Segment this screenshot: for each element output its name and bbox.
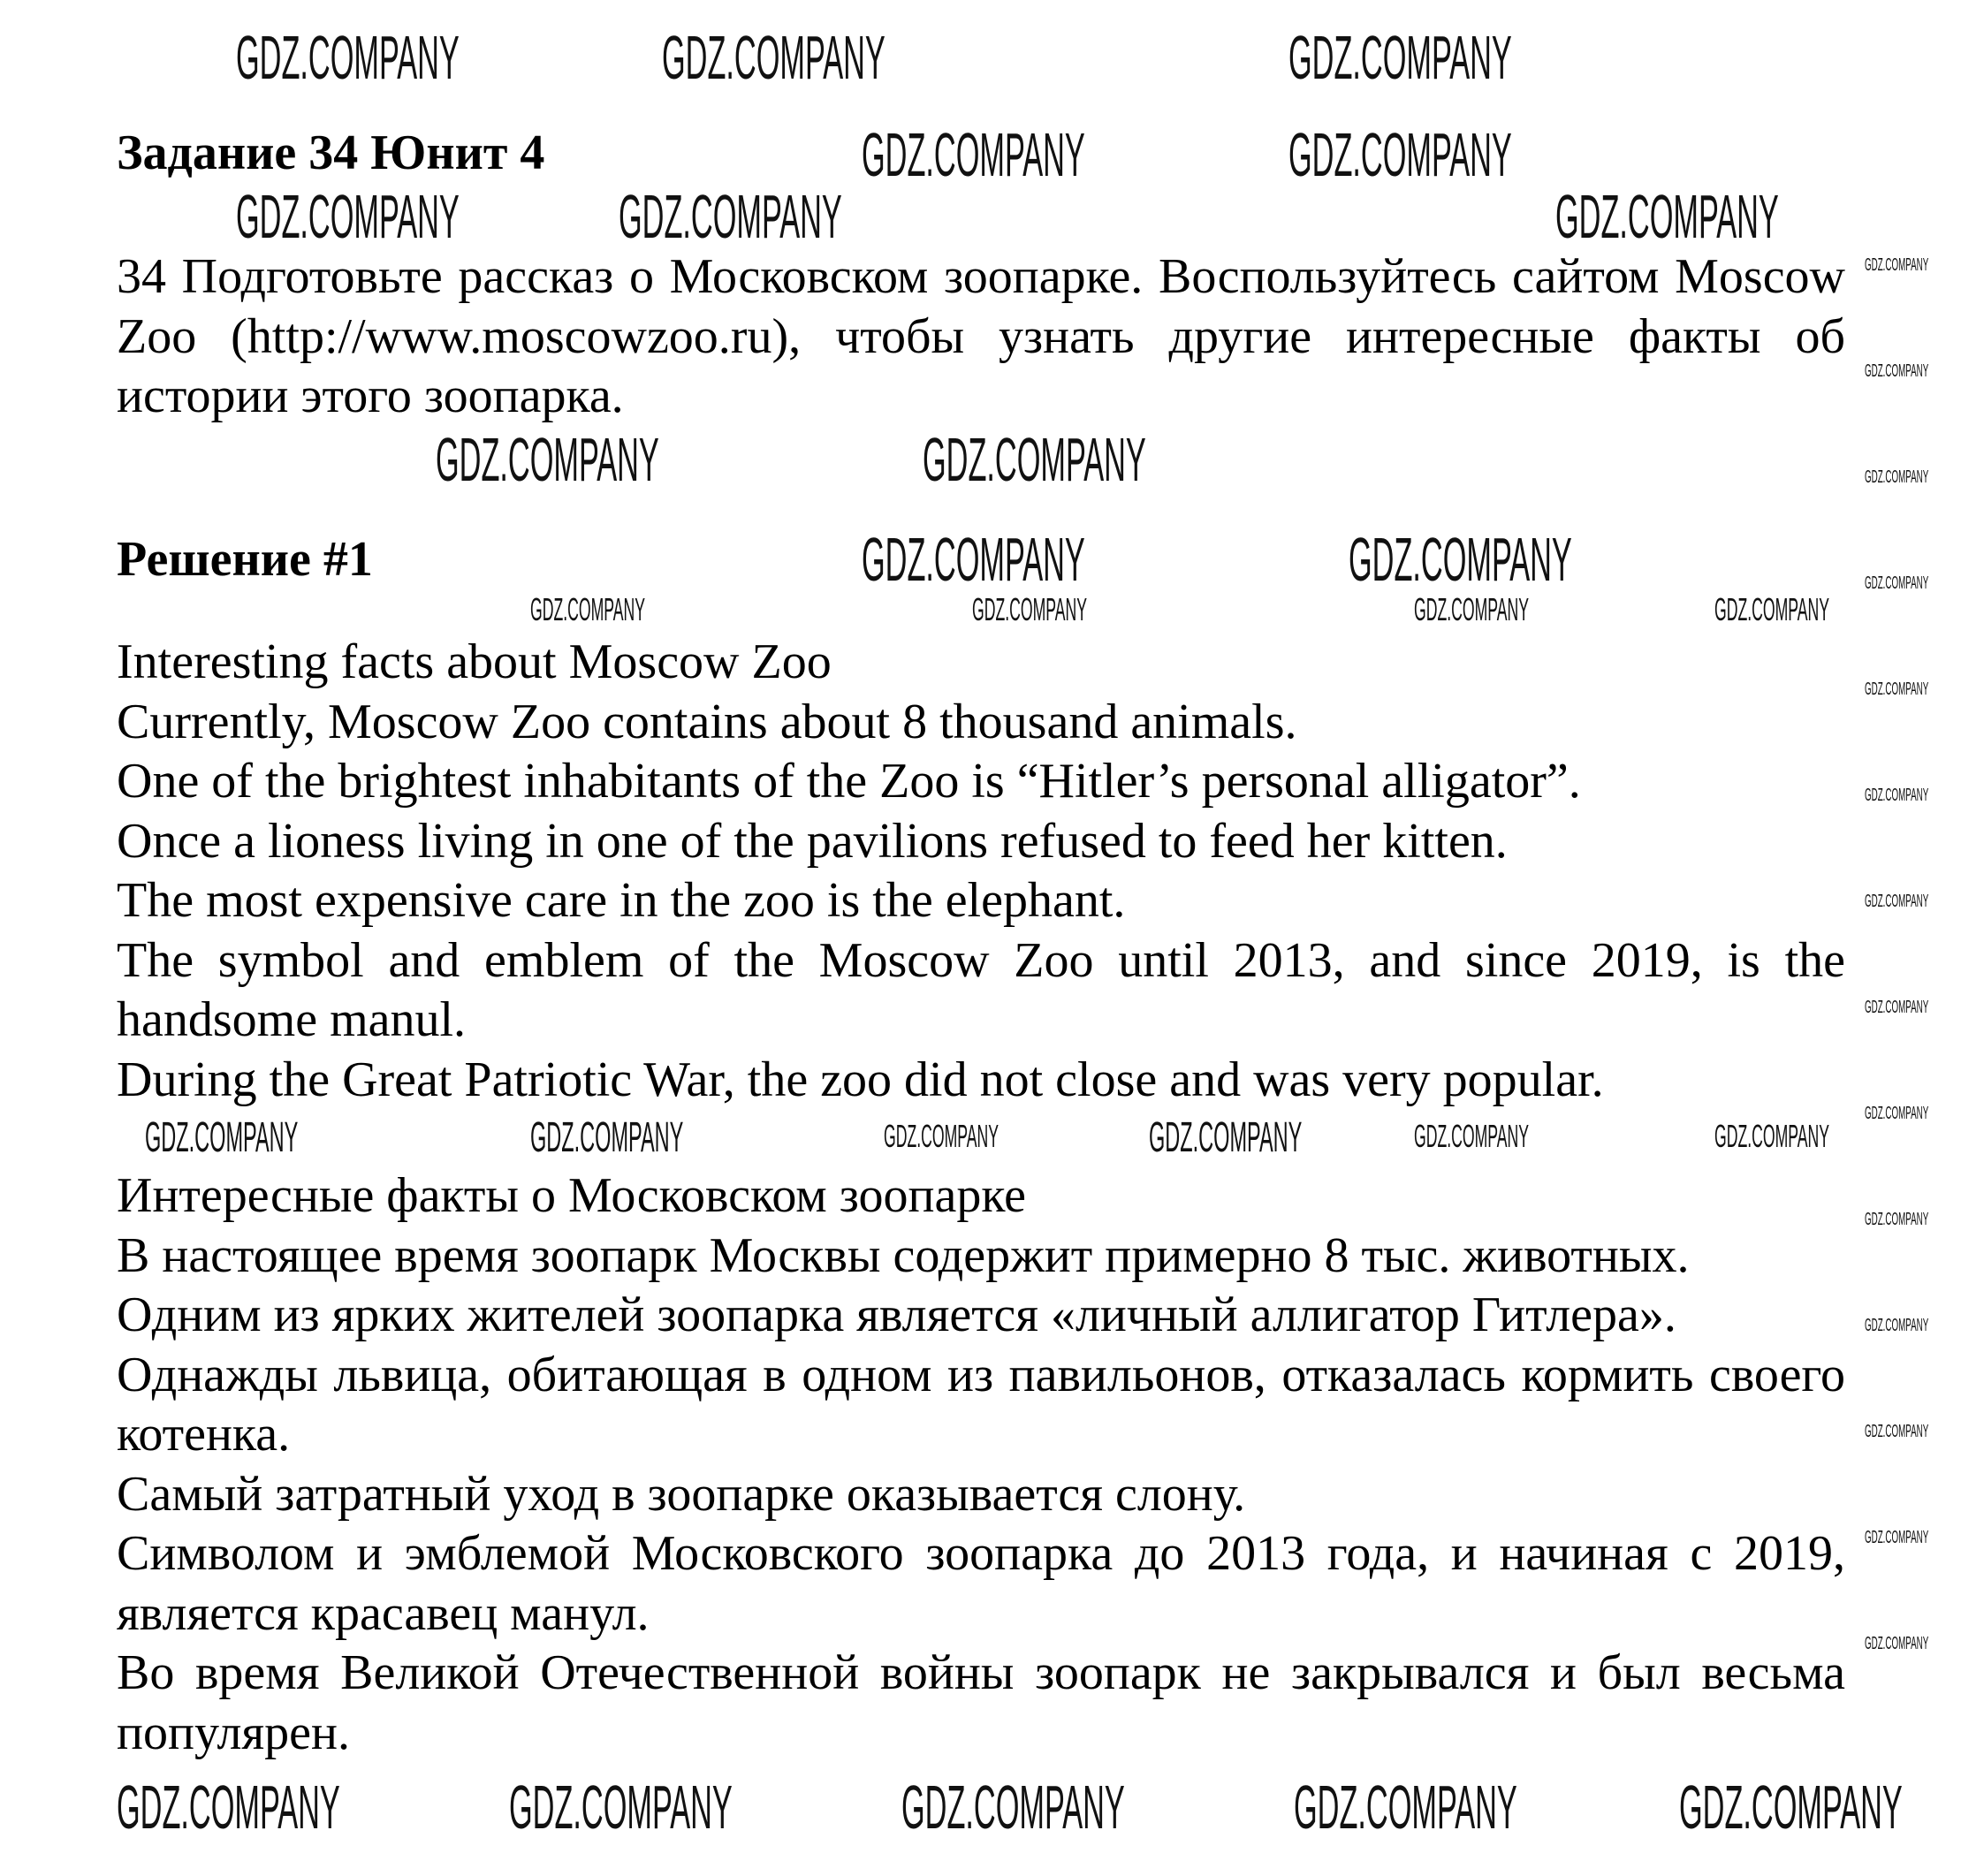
- watermark: GDZ.COMPANY: [1149, 1114, 1303, 1161]
- watermark: GDZ.COMPANY: [145, 1114, 299, 1161]
- task-text: 34 Подготовьте рассказ о Московском зоопарке. Воспользуйтесь сайтом Moscow Zoo (http://www.moscowzoo.ru), чтобы узнать другие интересные факты об истории этого зоопарка.: [117, 249, 1845, 423]
- watermark: GDZ.COMPANY: [923, 425, 1146, 494]
- russian-fact: Однажды львица, обитающая в одном из павильонов, отказалась кормить своего котенка.: [117, 1347, 1845, 1462]
- russian-fact: Во время Великой Отечественной войны зоопарк не закрывался и был весьма популярен.: [117, 1645, 1845, 1760]
- watermark: GDZ.COMPANY: [1865, 1422, 1929, 1441]
- watermark: GDZ.COMPANY: [1865, 892, 1929, 911]
- watermark: GDZ.COMPANY: [1288, 23, 1512, 92]
- watermark: GDZ.COMPANY: [862, 120, 1085, 189]
- watermark: GDZ.COMPANY: [1865, 1210, 1929, 1229]
- watermark: GDZ.COMPANY: [530, 1114, 684, 1161]
- watermark: GDZ.COMPANY: [1294, 1773, 1517, 1842]
- watermark: GDZ.COMPANY: [1865, 573, 1929, 593]
- watermark: GDZ.COMPANY: [1865, 467, 1929, 487]
- russian-heading: Интересные факты о Московском зоопарке: [117, 1168, 1026, 1223]
- task-text-block: [117, 247, 1845, 427]
- watermark: GDZ.COMPANY: [1865, 680, 1929, 699]
- watermark: GDZ.COMPANY: [1414, 1118, 1530, 1154]
- russian-fact: В настоящее время зоопарк Москвы содержит примерно 8 тыс. животных.: [117, 1227, 1690, 1283]
- watermark: GDZ.COMPANY: [901, 1773, 1125, 1842]
- watermark: GDZ.COMPANY: [862, 525, 1085, 594]
- watermark: GDZ.COMPANY: [1865, 1528, 1929, 1547]
- watermark: GDZ.COMPANY: [436, 425, 659, 494]
- watermark: GDZ.COMPANY: [530, 591, 646, 627]
- watermark: GDZ.COMPANY: [1349, 525, 1572, 594]
- watermark: GDZ.COMPANY: [1865, 998, 1929, 1017]
- task-title: Задание 34 Юнит 4: [117, 125, 545, 180]
- watermark: GDZ.COMPANY: [1865, 361, 1929, 381]
- watermark: GDZ.COMPANY: [1679, 1773, 1903, 1842]
- watermark: GDZ.COMPANY: [1714, 1118, 1830, 1154]
- english-heading: Interesting facts about Moscow Zoo: [117, 634, 832, 689]
- english-fact: One of the brightest inhabitants of the Zoo is “Hitler’s personal alligator”.: [117, 754, 1581, 809]
- watermark: GDZ.COMPANY: [662, 23, 885, 92]
- watermark: GDZ.COMPANY: [1714, 591, 1830, 627]
- russian-fact: Символом и эмблемой Московского зоопарка до 2013 года, и начиная с 2019, является красавец манул.: [117, 1526, 1845, 1641]
- watermark: GDZ.COMPANY: [1865, 1634, 1929, 1653]
- watermark: GDZ.COMPANY: [884, 1118, 1000, 1154]
- watermark: GDZ.COMPANY: [972, 591, 1088, 627]
- watermark: GDZ.COMPANY: [1865, 786, 1929, 805]
- english-fact: The most expensive care in the zoo is the elephant.: [117, 873, 1126, 928]
- english-fact: The symbol and emblem of the Moscow Zoo until 2013, and since 2019, is the handsome manul.: [117, 932, 1845, 1047]
- english-fact: Once a lioness living in one of the pavilions refused to feed her kitten.: [117, 813, 1508, 869]
- watermark: GDZ.COMPANY: [1865, 255, 1929, 275]
- russian-fact: Одним из ярких жителей зоопарка является «личный аллигатор Гитлера».: [117, 1287, 1676, 1342]
- watermark: GDZ.COMPANY: [1288, 120, 1512, 189]
- watermark: GDZ.COMPANY: [236, 23, 460, 92]
- watermark: GDZ.COMPANY: [509, 1773, 733, 1842]
- watermark: GDZ.COMPANY: [1865, 1316, 1929, 1335]
- english-fact: Currently, Moscow Zoo contains about 8 thousand animals.: [117, 694, 1297, 749]
- watermark: GDZ.COMPANY: [1865, 1104, 1929, 1123]
- russian-fact: Самый затратный уход в зоопарке оказывается слону.: [117, 1466, 1246, 1522]
- english-fact: During the Great Patriotic War, the zoo did not close and was very popular.: [117, 1052, 1604, 1107]
- watermark: GDZ.COMPANY: [236, 182, 460, 251]
- watermark: GDZ.COMPANY: [1555, 182, 1779, 251]
- russian-answer: [117, 1166, 1845, 1763]
- watermark: GDZ.COMPANY: [117, 1773, 340, 1842]
- watermark: GDZ.COMPANY: [1414, 591, 1530, 627]
- english-answer: [117, 633, 1845, 1110]
- watermark: GDZ.COMPANY: [619, 182, 842, 251]
- solution-heading: Решение #1: [117, 532, 373, 587]
